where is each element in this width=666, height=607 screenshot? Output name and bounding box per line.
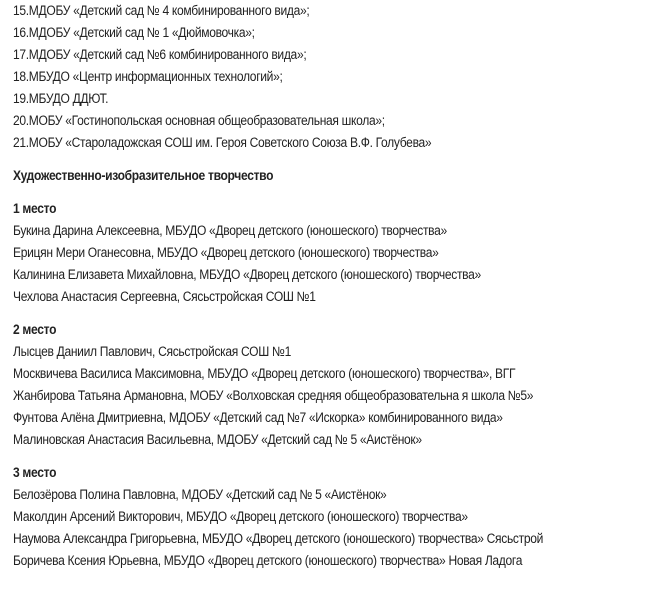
spacer <box>13 308 663 319</box>
list-item: 17.МДОБУ «Детский сад №6 комбинированного вида»; <box>13 47 307 62</box>
place-group-2 <box>13 319 663 451</box>
list-item: Маколдин Арсений Викторович, МБУДО «Дворец детского (юношеского) творчества» <box>13 509 468 524</box>
spacer <box>13 154 663 165</box>
list-item: Лысцев Даниил Павлович, Сясьстройская СОШ №1 <box>13 344 291 359</box>
list-item: Букина Дарина Алексеевна, МБУДО «Дворец детского (юношеского) творчества» <box>13 223 447 238</box>
place-group-1 <box>13 198 663 308</box>
list-item: 20.МОБУ «Гостинопольская основная общеобразовательная школа»; <box>13 113 385 128</box>
place-heading: 3 место <box>13 465 57 480</box>
list-item: 18.МБУДО «Центр информационных технологий»; <box>13 69 283 84</box>
place-heading: 2 место <box>13 322 57 337</box>
list-item: Боричева Ксения Юрьевна, МБУДО «Дворец детского (юношеского) творчества» Новая Ладога <box>13 553 523 568</box>
list-item: Наумова Александра Григорьевна, МБУДО «Дворец детского (юношеского) творчества» Сясьстрой <box>13 531 544 546</box>
spacer <box>13 187 663 198</box>
list-item: Калинина Елизавета Михайловна, МБУДО «Дворец детского (юношеского) творчества» <box>13 267 481 282</box>
numbered-list <box>13 0 663 154</box>
list-item: Москвичева Василиса Максимовна, МБУДО «Дворец детского (юношеского) творчества», ВГГ <box>13 366 516 381</box>
list-item: Фунтова Алёна Дмитриевна, МДОБУ «Детский сад №7 «Искорка» комбинированного вида» <box>13 410 503 425</box>
document-body <box>13 0 663 572</box>
list-item: 16.МДОБУ «Детский сад № 1 «Дюймовочка»; <box>13 25 255 40</box>
list-item: 21.МОБУ «Староладожская СОШ им. Героя Советского Союза В.Ф. Голубева» <box>13 135 432 150</box>
list-item: Жанбирова Татьяна Армановна, МОБУ «Волховская средняя общеобразовательна я школа №5» <box>13 388 534 403</box>
list-item: 15.МДОБУ «Детский сад № 4 комбинированного вида»; <box>13 3 310 18</box>
list-item: Ерицян Мери Оганесовна, МБУДО «Дворец детского (юношеского) творчества» <box>13 245 439 260</box>
list-item: Малиновская Анастасия Васильевна, МДОБУ «Детский сад № 5 «Аистёнок» <box>13 432 422 447</box>
list-item: Белозёрова Полина Павловна, МДОБУ «Детский сад № 5 «Аистёнок» <box>13 487 387 502</box>
section-title: Художественно-изобразительное творчество <box>13 168 274 183</box>
place-group-3 <box>13 462 663 572</box>
place-heading: 1 место <box>13 201 57 216</box>
list-item: 19.МБУДО ДДЮТ. <box>13 91 109 106</box>
list-item: Чехлова Анастасия Сергеевна, Сясьстройская СОШ №1 <box>13 289 316 304</box>
spacer <box>13 451 663 462</box>
